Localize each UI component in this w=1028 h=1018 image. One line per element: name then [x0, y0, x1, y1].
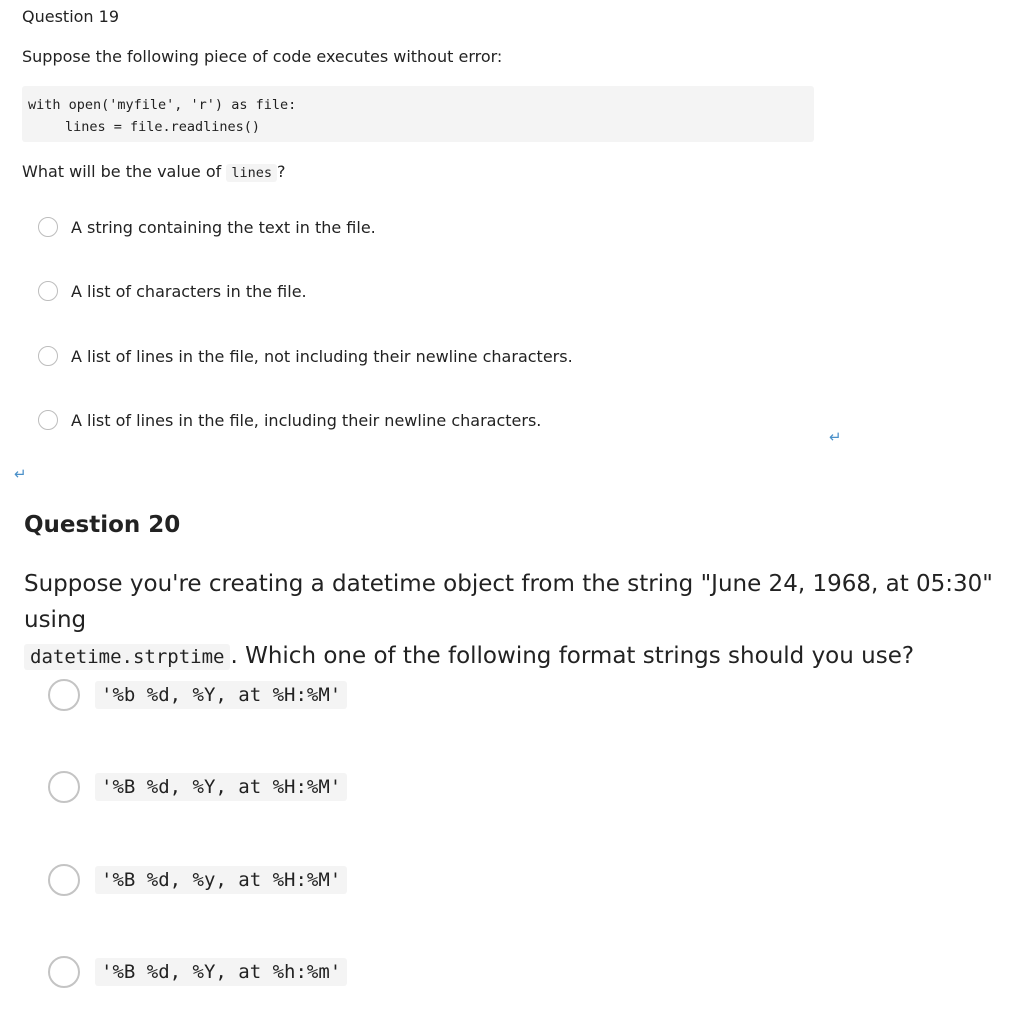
- question-20-prompt: [24, 566, 1024, 675]
- q19-option-4[interactable]: [38, 408, 541, 432]
- prompt-suffix: ?: [277, 162, 286, 181]
- prompt-part-1: Suppose you're creating a datetime object from the string "June 24, 1968, at 05:30" using: [24, 571, 993, 633]
- prompt-prefix: What will be the value of: [22, 162, 227, 181]
- prompt-inline-code: lines: [226, 164, 277, 182]
- option-label[interactable]: A list of characters in the file.: [71, 281, 307, 301]
- radio-button[interactable]: [48, 864, 80, 896]
- option-label[interactable]: '%B %d, %Y, at %h:%m': [95, 958, 347, 986]
- radio-button[interactable]: [38, 281, 58, 301]
- question-19-prompt: [22, 162, 286, 181]
- option-label[interactable]: A list of lines in the file, including their newline characters.: [71, 410, 542, 430]
- radio-button[interactable]: [38, 346, 58, 366]
- q19-option-1[interactable]: [38, 215, 376, 239]
- option-label[interactable]: '%B %d, %y, at %H:%M': [95, 866, 347, 894]
- q20-option-2[interactable]: [48, 770, 347, 804]
- prompt-inline-code: datetime.strptime: [24, 644, 230, 670]
- option-label[interactable]: '%b %d, %Y, at %H:%M': [95, 681, 347, 709]
- q20-option-4[interactable]: [48, 955, 347, 989]
- radio-button[interactable]: [48, 679, 80, 711]
- q20-option-3[interactable]: [48, 863, 347, 897]
- question-19-code-block: [22, 86, 814, 142]
- code-line-1: with open('myfile', 'r') as file:: [28, 97, 297, 113]
- prompt-part-2: . Which one of the following format strings should you use?: [230, 643, 915, 669]
- option-label[interactable]: '%B %d, %Y, at %H:%M': [95, 773, 347, 801]
- radio-button[interactable]: [48, 956, 80, 988]
- q19-option-3[interactable]: [38, 344, 573, 368]
- question-20-title: Question 20: [24, 512, 181, 538]
- code-line-2: lines = file.readlines(): [65, 119, 261, 135]
- radio-button[interactable]: [38, 217, 58, 237]
- return-arrow-icon: ↵: [14, 465, 27, 483]
- question-19-intro: Suppose the following piece of code executes without error:: [22, 47, 503, 66]
- option-label[interactable]: A string containing the text in the file.: [71, 217, 376, 237]
- q19-option-2[interactable]: [38, 279, 307, 303]
- return-arrow-icon: ↵: [829, 428, 842, 446]
- q20-option-1[interactable]: [48, 678, 347, 712]
- radio-button[interactable]: [38, 410, 58, 430]
- radio-button[interactable]: [48, 771, 80, 803]
- question-19-title: Question 19: [22, 7, 120, 26]
- option-label[interactable]: A list of lines in the file, not including their newline characters.: [71, 346, 573, 366]
